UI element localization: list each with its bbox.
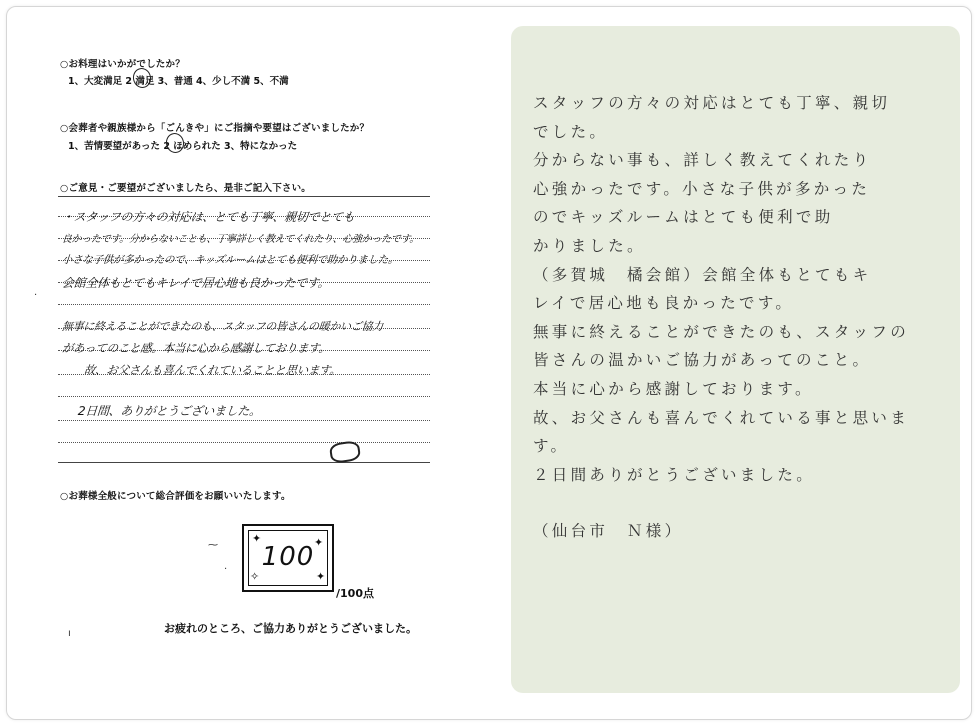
scan-speck: ⁓ [208,540,218,551]
transcription-line: レイで居心地も良かったです。 [533,294,795,313]
scanned-survey-form [34,40,490,700]
transcription-line: （多賀城 橘会館）会館全体もとてもキ [533,265,872,284]
question-feedback: ○会葬者や親族様から「ごんきや」にご指摘や要望はございましたか？ [60,123,370,134]
transcription-line: 無事に終えることができたのも、スタッフの [533,322,910,341]
transcription-line: 心強かったです。小さな子供が多かった [533,179,871,198]
signature-mark [329,440,361,464]
score-unit: /100点 [336,587,374,600]
form-rule [58,304,430,305]
handwritten-line: 無事に終えることができたのも、スタッフの皆さんの暖かいご協力 [61,320,384,333]
scan-speck: · [224,564,228,575]
transcription-line: 皆さんの温かいご協力があってのこと。 [533,351,872,370]
transcription-line: のでキッズルームはとても便利で助 [533,208,834,227]
question-overall-rating: ○お葬様全般について総合評価をお願いいたします。 [60,491,291,502]
question-food-options: 1、大変満足 2 満足 3、普通 4、少し不満 5、不満 [68,76,289,87]
handwritten-line: 小さな子供が多かったので、キッズルームはとても便利で助かりました。 [61,254,399,266]
overall-score: 100 [261,542,315,572]
transcription-line: 分からない事も、詳しく教えてくれたり [533,151,872,170]
transcription-line: 本当に心から感謝しております。 [533,379,814,398]
scan-speck: ı [68,628,71,639]
sparkle-icon: ✦ [316,570,326,583]
handwritten-line: ・スタッフの方々の対応は、とても丁寧、親切でとても [61,210,355,224]
transcription-line: かりました。 [533,236,646,255]
customer-signature: （仙台市 Ｎ様） [533,522,684,541]
handwritten-line: 故、お父さんも喜んでくれていることと思います。 [83,363,342,377]
question-food: ○お料理はいかがでしたか？ [60,59,185,70]
paragraph-gap [533,489,945,517]
transcription-line: でした。 [533,122,609,141]
sparkle-icon: ✧ [250,570,260,583]
form-rule [58,442,430,443]
form-rule [58,196,430,197]
sparkle-icon: ✦ [252,532,262,545]
closing-message: お疲れのところ、ご協力ありがとうございました。 [164,622,417,635]
transcription-line: ２日間ありがとうございました。 [533,465,816,484]
handwritten-line: 良かったです。分からないことも、丁寧詳しく教えてくれたり、心強かったです。 [61,234,420,245]
handwritten-line: 2日間、ありがとうございました。 [77,404,262,418]
transcription-panel [511,26,960,693]
transcription-line: 故、お父さんも喜んでくれている事と思います。 [533,408,910,456]
sparkle-icon: ✦ [314,536,324,549]
score-box [242,524,334,592]
transcription-line: スタッフの方々の対応はとても丁寧、親切 [533,94,891,112]
form-rule [58,462,430,463]
question-feedback-options: 1、苦情要望があった 2 ほめられた 3、特になかった [68,141,298,152]
handwritten-line: 会館全体もとてもキレイで居心地も良かったです。 [61,276,330,290]
handwritten-line: があってのこと感。本当に心から感謝しております。 [61,341,331,355]
transcription-text [533,89,945,546]
scan-speck: · [34,290,38,301]
question-comments: ○ご意見・ご要望がございましたら、是非ご記入下さい。 [60,183,311,194]
form-rule [58,396,430,397]
form-rule [58,420,430,421]
